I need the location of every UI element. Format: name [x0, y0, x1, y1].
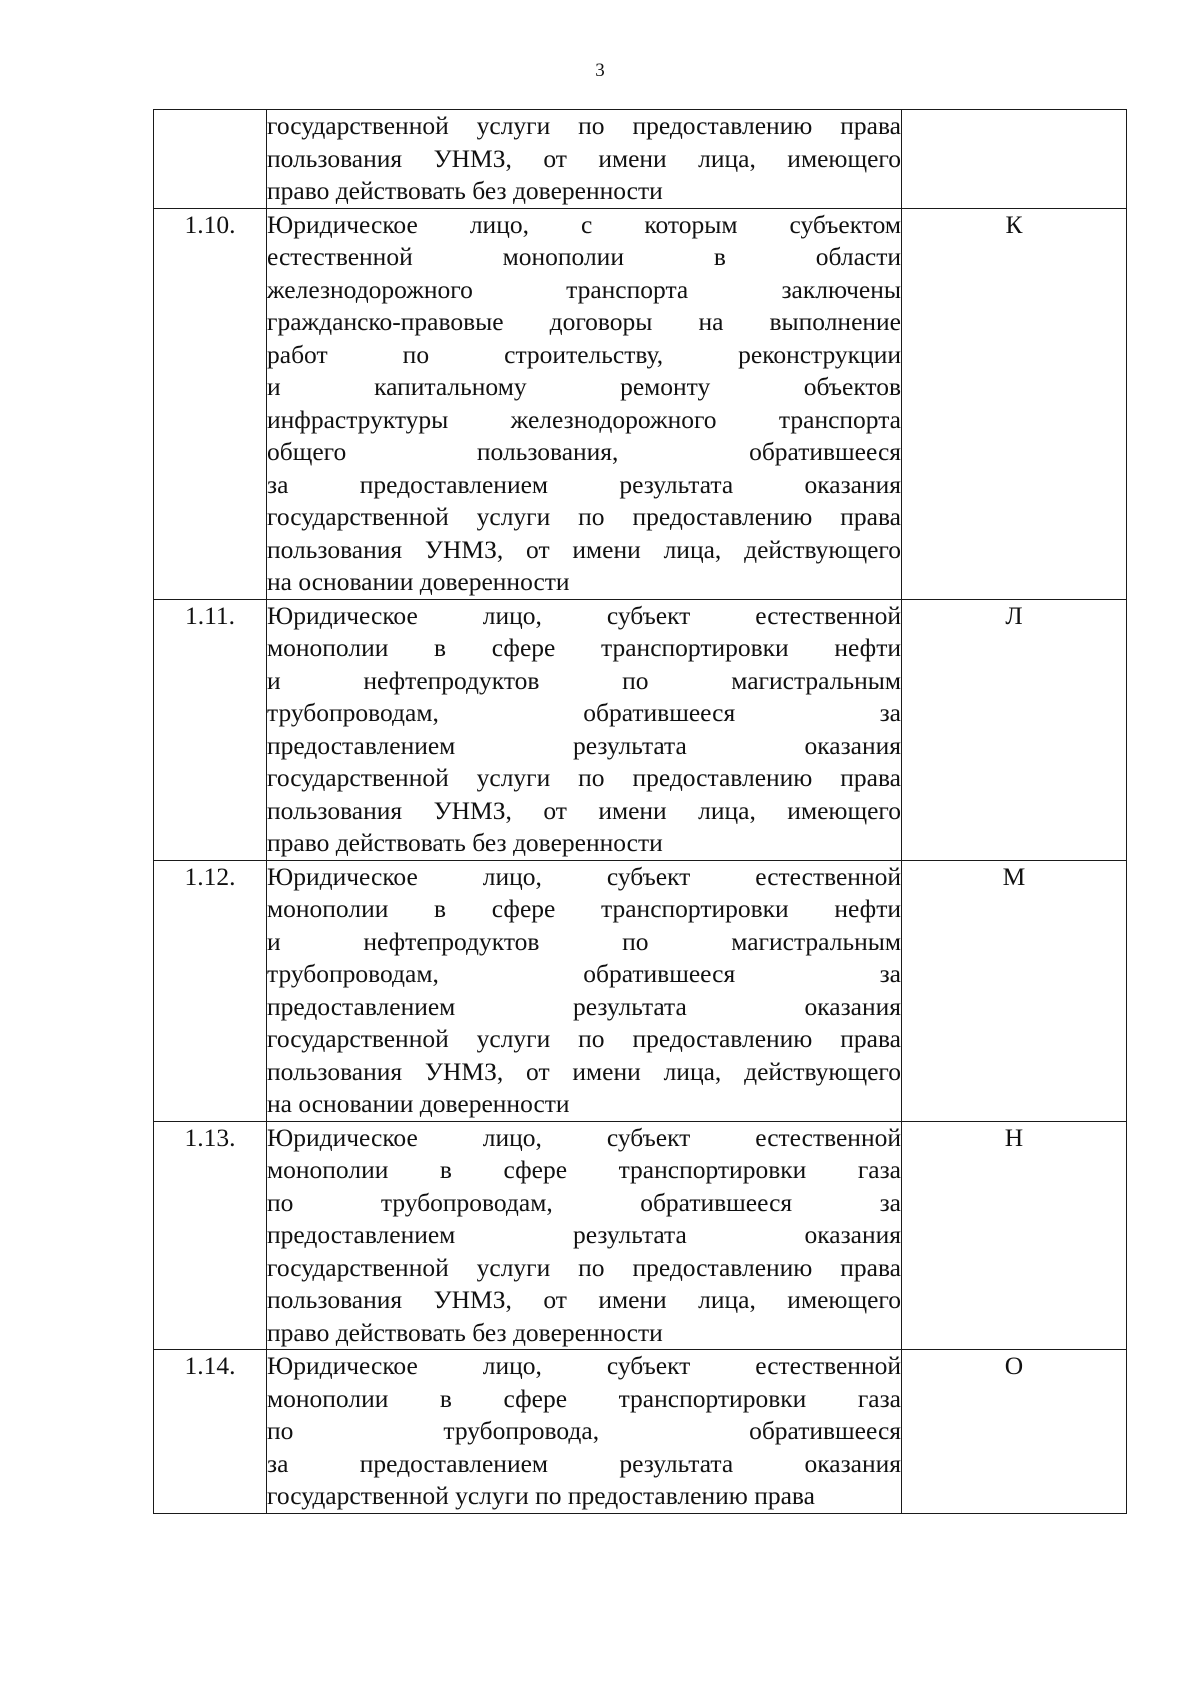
table-body [154, 110, 1127, 1514]
description-line: по трубопроводам, обратившееся за [267, 1187, 901, 1217]
description-line: и нефтепродуктов по магистральным [267, 665, 901, 695]
description-line: государственной услуги по предоставлению права [267, 1024, 901, 1053]
description-line: Юридическое лицо, субъект естественной [267, 861, 901, 891]
description-line: предоставлением результата оказания [267, 991, 901, 1021]
description-line: монополии в сфере транспортировки нефти [267, 633, 901, 662]
applicant-description [267, 110, 902, 209]
description-line: трубопроводам, обратившееся за [267, 698, 901, 727]
description-line: предоставлением результата оказания [267, 1220, 901, 1249]
description-line: монополии в сфере транспортировки газа [267, 1383, 901, 1413]
description-line: естественной монополии в области [267, 242, 901, 271]
description-line: пользования УНМЗ, от имени лица, действующего [267, 1056, 901, 1086]
description-line: и капитальному ремонту объектов [267, 372, 901, 401]
description-line: железнодорожного транспорта заключены [267, 274, 901, 304]
row-number: 1.11. [154, 599, 267, 860]
table-row [154, 860, 1127, 1121]
category-code: Л [902, 599, 1127, 860]
description-line: государственной услуги по предоставлению права [267, 1252, 901, 1282]
description-line: по трубопровода, обратившееся [267, 1416, 901, 1445]
page-number: 3 [595, 60, 605, 81]
description-line: Юридическое лицо, субъект естественной [267, 600, 901, 630]
description-line: гражданско-правовые договоры на выполнение [267, 307, 901, 336]
category-code: О [902, 1350, 1127, 1514]
description-line: за предоставлением результата оказания [267, 1448, 901, 1478]
description-line: и нефтепродуктов по магистральным [267, 926, 901, 956]
description-line: право действовать без доверенности [267, 828, 663, 857]
description-line: Юридическое лицо, субъект естественной [267, 1351, 901, 1380]
description-line: государственной услуги по предоставлению права [267, 111, 901, 140]
table-row [154, 599, 1127, 860]
description-line: право действовать без доверенности [267, 176, 663, 205]
description-line: пользования УНМЗ, от имени лица, имеющего [267, 1285, 901, 1314]
applicant-description [267, 208, 902, 599]
table-row [154, 1350, 1127, 1514]
description-line: монополии в сфере транспортировки газа [267, 1155, 901, 1184]
description-line: за предоставлением результата оказания [267, 469, 901, 499]
description-line: пользования УНМЗ, от имени лица, имеющего [267, 143, 901, 173]
description-line: пользования УНМЗ, от имени лица, имеющего [267, 795, 901, 825]
description-line: Юридическое лицо, субъект естественной [267, 1122, 901, 1152]
table-row [154, 110, 1127, 209]
description-line: государственной услуги по предоставлению права [267, 1481, 815, 1510]
row-number [154, 110, 267, 209]
description-line: на основании доверенности [267, 567, 570, 596]
description-line: право действовать без доверенности [267, 1317, 663, 1347]
applicant-description [267, 860, 902, 1121]
description-line: на основании доверенности [267, 1089, 570, 1118]
category-code [902, 110, 1127, 209]
description-line: трубопроводам, обратившееся за [267, 959, 901, 988]
description-line: Юридическое лицо, с которым субъектом [267, 209, 901, 239]
description-line: предоставлением результата оказания [267, 730, 901, 760]
applicant-category-table [153, 109, 1127, 1514]
description-line: государственной услуги по предоставлению права [267, 763, 901, 792]
row-number: 1.13. [154, 1121, 267, 1350]
description-line: инфраструктуры железнодорожного транспорта [267, 404, 901, 434]
table-row [154, 208, 1127, 599]
row-number: 1.12. [154, 860, 267, 1121]
description-line: монополии в сфере транспортировки нефти [267, 894, 901, 923]
description-line: общего пользования, обратившееся [267, 437, 901, 466]
category-code: М [902, 860, 1127, 1121]
row-number: 1.10. [154, 208, 267, 599]
description-line: пользования УНМЗ, от имени лица, действующего [267, 534, 901, 564]
applicant-description [267, 599, 902, 860]
table-row [154, 1121, 1127, 1350]
description-line: работ по строительству, реконструкции [267, 339, 901, 369]
row-number: 1.14. [154, 1350, 267, 1514]
applicant-description [267, 1350, 902, 1514]
applicant-description [267, 1121, 902, 1350]
category-code: К [902, 208, 1127, 599]
description-line: государственной услуги по предоставлению права [267, 502, 901, 531]
category-code: Н [902, 1121, 1127, 1350]
